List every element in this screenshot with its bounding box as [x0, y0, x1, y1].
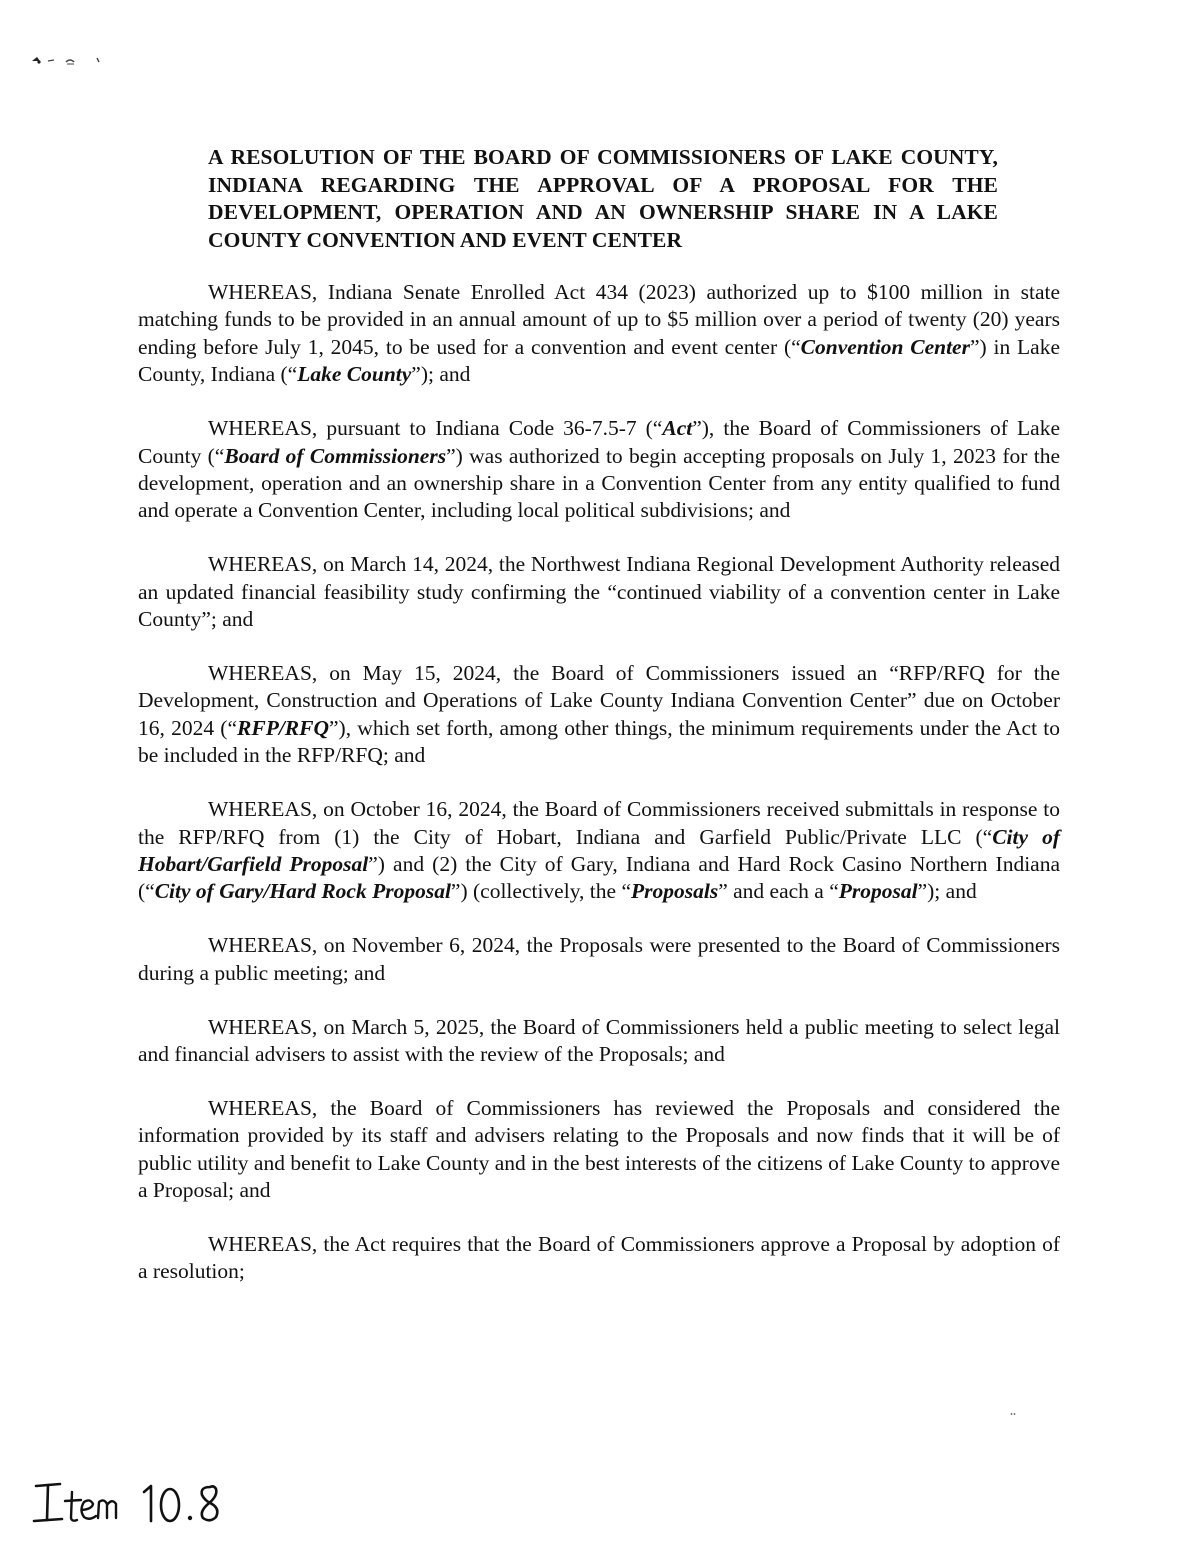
- whereas-paragraph-2: WHEREAS, pursuant to Indiana Code 36-7.5-7 (“Act”), the Board of Commissioners of Lake County (“Board of Commissioners”) was authorized to begin accepting proposals on July 1, 2023 for the development, operation and an ownership share in a Convention Center from any entity qualified to fund and operate a Convention Center, including local political subdivisions; and: [138, 416, 1060, 523]
- scan-artifact-marks: [28, 52, 108, 66]
- resolution-title: A RESOLUTION OF THE BOARD OF COMMISSIONERS OF LAKE COUNTY, INDIANA REGARDING THE APPROVAL OF A PROPOSAL FOR THE DEVELOPMENT, OPERATION AND AN OWNERSHIP SHARE IN A LAKE COUNTY CONVENTION AND EVENT CENTER: [208, 145, 998, 252]
- scan-artifact-dot: [1010, 1412, 1016, 1416]
- whereas-paragraph-5: WHEREAS, on October 16, 2024, the Board of Commissioners received submittals in response to the RFP/RFQ from (1) the City of Hobart, Indiana and Garfield Public/Private LLC (“City of Hobart/Garfield Proposal”) and (2) the City of Gary, Indiana and Hard Rock Casino Northern Indiana (“City of Gary/Hard Rock Proposal”) (collectively, the “Proposals” and each a “Proposal”); and: [138, 797, 1061, 904]
- whereas-paragraph-8: WHEREAS, the Board of Commissioners has reviewed the Proposals and considered the information provided by its staff and advisers relating to the Proposals and now finds that it will be of public utility and benefit to Lake County and in the best interests of the citizens of Lake County to approve a Proposal; and: [138, 1095, 1060, 1203]
- resolution-body: [138, 279, 1060, 1312]
- handwritten-item-number: [30, 1474, 230, 1534]
- whereas-paragraph-1: WHEREAS, Indiana Senate Enrolled Act 434 (2023) authorized up to $100 million in state matching funds to be provided in an annual amount of up to $5 million over a period of twenty (20) years ending before July 1, 2045, to be used for a convention and event center (“Convention Center”) in Lake County, Indiana (“Lake County”); and: [138, 280, 1060, 387]
- whereas-paragraph-9: WHEREAS, the Act requires that the Board of Commissioners approve a Proposal by adoption of a resolution;: [138, 1231, 1060, 1284]
- whereas-paragraph-3: WHEREAS, on March 14, 2024, the Northwest Indiana Regional Development Authority released an updated financial feasibility study confirming the “continued viability of a convention center in Lake County”; and: [138, 552, 1060, 632]
- whereas-paragraph-6: WHEREAS, on November 6, 2024, the Proposals were presented to the Board of Commissioners during a public meeting; and: [138, 933, 1060, 985]
- whereas-paragraph-4: WHEREAS, on May 15, 2024, the Board of Commissioners issued an “RFP/RFQ for the Development, Construction and Operations of Lake County Indiana Convention Center” due on October 16, 2024 (“RFP/RFQ”), which set forth, among other things, the minimum requirements under the Act to be included in the RFP/RFQ; and: [138, 660, 1061, 768]
- whereas-paragraph-7: WHEREAS, on March 5, 2025, the Board of Commissioners held a public meeting to select legal and financial advisers to assist with the review of the Proposals; and: [138, 1014, 1060, 1066]
